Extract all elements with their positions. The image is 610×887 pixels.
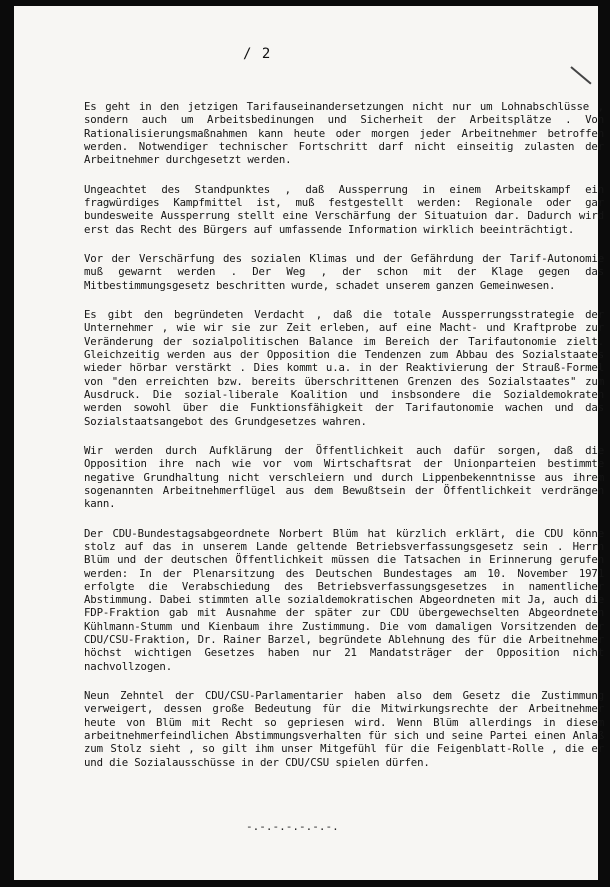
scan-artifact-mark (570, 66, 591, 84)
paragraph-aufklaerung: Wir werden durch Aufklärung der Öffentlichkeit auch dafür sorgen, daß die Opposition ihre nach wie vor vom Wirtschaftsrat der Unionparteien bestimmte negative Grundhaltung nicht verschleiern und durch Lippenbekenntnisse aus ihrem sogenannten Arbeitnehmerflügel aus dem Bewußtsein der Öffentlichkeit verdrängen kann. (84, 443, 604, 511)
paragraph-aussperrung: Ungeachtet des Standpunktes , daß Aussperrung in einem Arbeitskampf ein fragwürdiges Kampfmittel ist, muß festgestellt werden: Regionale oder gar bundesweite Aussperrung stellt eine Verschärfung der Situatuion dar. Dadurch wird erst das Recht des Bürgers auf umfassende Information wirklich beeinträchtigt. (84, 182, 604, 236)
paragraph-neun-zehntel: Neun Zehntel der CDU/CSU-Parlamentarier haben also dem Gesetz die Zustimmung verweigert, dessen große Bedeutung für die Mitwirkungsrechte der Arbeitnehmer heute von Blüm mit Recht so gepriesen wird. Wenn Blüm allerdings in diesem arbeitnehmerfeindlichen Abstimmungsverhalten für sich und seine Partei einen Anlaß zum Stolz sieht , so gilt ihm unser Mitgefühl für die Feigenblatt-Rolle , die er und die Sozialausschüsse in der CDU/CSU spielen dürfen. (84, 689, 604, 769)
document-body (84, 100, 604, 785)
paragraph-verdacht: Es gibt den begründeten Verdacht , daß die totale Aussperrungsstrategie der Unternehmer , wie wir sie zur Zeit erleben, auf eine Macht- und Kraftprobe zur Veränderung der sozialpolitischen Balance im Bereich der Tarifautonomie zielt. Gleichzeitig werden aus der Opposition die Tendenzen zum Abbau des Sozialstaates wieder hörbar verstärkt . Dies kommt u.a. in der Reaktivierung der Strauß-Formel von "den erreichten bzw. bereits überschrittenen Grenzen des Sozialstaates" zum Ausdruck. Die sozial-liberale Koalition und insbsondere die Sozialdemokraten werden sowohl über die Funktionsfähigkeit der Tarifautonomie wachen und das Sozialstaatsangebot des Grundgesetzes wahren. (84, 308, 604, 428)
page-number: / 2 (243, 46, 272, 62)
paragraph-soziales-klima: Vor der Verschärfung des sozialen Klimas und der Gefährdung der Tarif-Autonomie muß gewarnt werden . Der Weg , der schon mit der Klage gegen das Mitbestimmungsgesetz beschritten wurde, schadet unserem ganzen Gemeinwesen. (84, 252, 604, 292)
document-page (14, 6, 604, 880)
paragraph-bluem: Der CDU-Bundestagsabgeordnete Norbert Blüm hat kürzlich erklärt, die CDU könne stolz auf das in unserem Lande geltende Betriebsverfassungsgesetz sein . Herrn Blüm und der deutschen Öffentlichkeit müssen die Tatsachen in Erinnerung gerufen werden: In der Plenarsitzung des Deutschen Bundestages am 10. November 1971 erfolgte die Verabschiedung des Betriebsverfassungsgesetzes in namentlicher Abstimmung. Dabei stimmten alle sozialdemokratischen Abgeordneten mit Ja, auch die FDP-Fraktion gab mit Ausnahme der später zur CDU übergewechselten Abgeordneten Kühlmann-Stumm und Kienbaum ihre Zustimmung. Die vom damaligen Vorsitzenden der CDU/CSU-Fraktion, Dr. Rainer Barzel, begründete Ablehnung des für die Arbeitnehmer höchst wichtigen Gesetzes haben nur 21 Mandatsträger der Opposition nicht nachvollzogen. (84, 526, 604, 673)
closing-dash-line: -.-.-.-.-.-.-. (246, 820, 339, 833)
paragraph-tarif: Es geht in den jetzigen Tarifauseinandersetzungen nicht nur um Lohnabschlüsse , sondern auch um Arbeitsbedinungen und Sicherheit der Arbeitsplätze . Von Rationalisierungsmaßnahmen kann heute oder morgen jeder Arbeitnehmer betroffen werden. Notwendiger technischer Fortschritt darf nicht einseitig zulasten der Arbeitnehmer durchgesetzt werden. (84, 100, 604, 167)
